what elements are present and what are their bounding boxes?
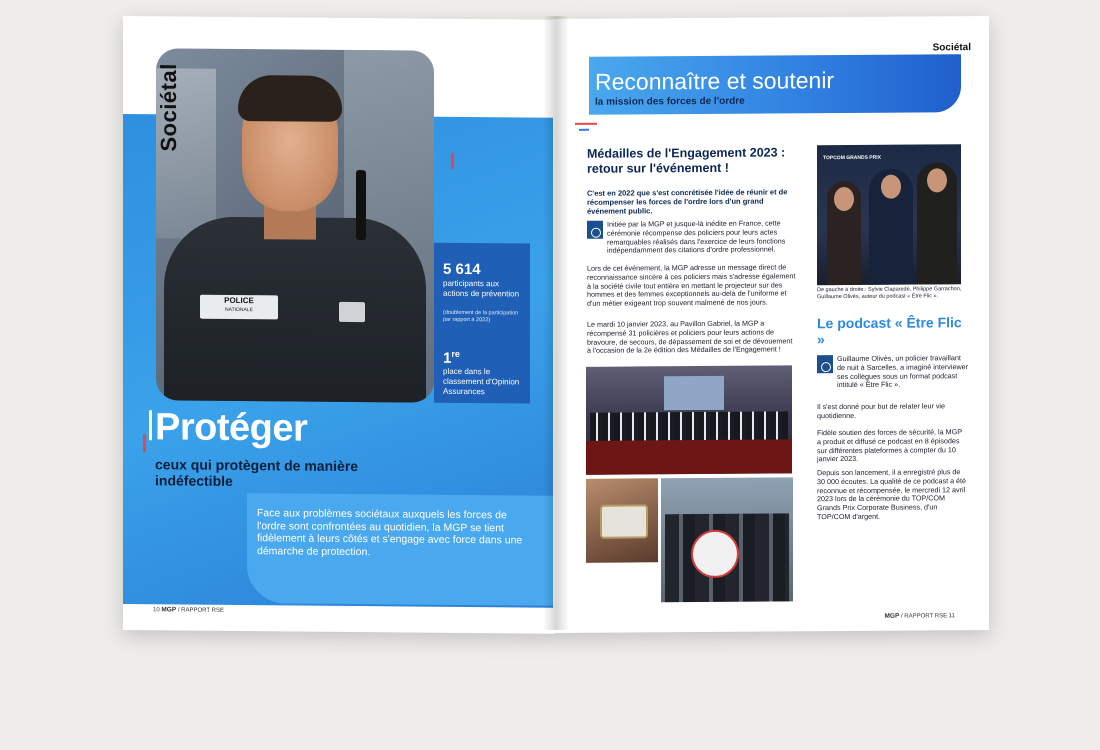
person-face [881,175,901,199]
sdg-16-icon [587,221,603,239]
folio-right [884,612,955,619]
folio-number: 11 [948,613,955,620]
stat-participants-subtext: (doublement de la participation par rapport à 2022) [443,309,519,324]
accent-line [575,123,597,125]
page-title: Protéger [155,406,308,450]
police-badge-main: POLICE [224,295,254,306]
accent-line [149,410,152,440]
article-title: Médailles de l'Engagement 2023 : retour sur l'événement ! [587,145,786,176]
folio-brand: MGP [884,612,900,620]
stat-ranking-value: 1 [443,349,452,367]
podcast-paragraph-2: Il s'est donné pour but de relater leur vie quotidienne. [817,401,946,420]
folio-doc: / RAPPORT RSE [900,613,948,620]
podcast-paragraph-4: Depuis son lancement, il a enregistré plus de 30 000 écoutes. La qualité de ce podcast a été reconnue et récompensée, le mercredi 12 avril 2023 lors de la cérémonie du TOP/COM Grands Prix Corporate Business, d'un TOP/COM d'argent. [817,467,967,522]
medal-photo [586,478,658,563]
folio-number: 10 [153,607,160,614]
stage-screen [664,376,724,410]
event-emblem [691,530,739,578]
article-paragraph-2: Lors de cet événement, la MGP adresse un message direct de reconnaissance sincère à ces policiers mais s'adresse également à la société civile tout entière en mettant le projecteur sur des hommes et des femmes exceptionnels au-delà de l'uniforme et d'un métier exigeant trop souvent malmené de nos jours. [587,262,796,308]
officer-hair [238,75,342,122]
stat-participants-number: 5 614 [443,260,481,279]
person-face [834,187,854,211]
page-subtitle: ceux qui protègent de manière indéfectible [155,456,359,489]
podcast-title: Le podcast « Être Flic » [817,314,962,348]
magazine-spread [123,16,989,630]
folio-brand: MGP [161,606,177,614]
person-face [927,168,947,192]
radio-antenna [356,170,366,240]
photo-caption: De gauche à droite : Sylvie Claparedé, Philippe Garrachon, Guillaume Olivès, auteur du podcast « Être Flic ». [817,286,962,301]
stat-ranking-number [443,349,460,367]
podcast-paragraph-1: Guillaume Olivès, un policier travaillant de nuit à Sarcelles, a imaginé interviewer ses collègues sous un format podcast intitulé « Être Flic ». [837,353,969,390]
article-paragraph-1: Initiée par la MGP et jusque-là inédite en France, cette cérémonie récompense des policiers pour leurs actes remarquables réalisés dans l'exercice de leurs fonctions indépendamment des citations d'ordre professionnel. [607,218,786,256]
article-paragraph-3: Le mardi 10 janvier 2023, au Pavillon Gabriel, la MGP a récompensé 31 policières et policiers pour leurs actions de bravoure, de secours, de dépassement de soi et de dévouement à l'occasion de la 2e édition des Médailles de l'Engagement ! [587,318,793,356]
police-officer-photo [156,48,434,402]
folio-left [153,606,224,614]
stage-floor [586,439,792,474]
section-label: Sociétal [932,42,971,54]
stat-participants-text: participants aux actions de prévention [443,278,520,299]
ceremony-group-photo [586,365,792,474]
folio-doc: / RAPPORT RSE [177,607,224,614]
section-label-vertical [153,50,183,170]
topcom-logo: TOPCOM GRANDS PRIX [823,154,881,162]
medal-plaque [600,504,648,538]
police-badge-sub: NATIONALE [225,306,253,314]
stat-ranking-ordinal: re [451,348,460,359]
podcast-paragraph-3: Fidèle soutien des forces de sécurité, la MGP a produit et diffusé ce podcast en 8 épisodes sur différentes plateformes à compter du 10 janvier 2023. [817,427,962,464]
accent-line [143,434,146,452]
left-page [123,16,555,634]
intro-paragraph: Face aux problèmes sociétaux auxquels les forces de l'ordre sont confrontées au quotidien, la MGP se tient fidèlement à leurs côtés et s'engage avec force dans une démarche de protection. [257,507,523,558]
police-badge [200,295,278,320]
vest-tab [339,302,365,322]
accent-line [451,153,454,169]
banner-subtitle: la mission des forces de l'ordre [595,95,745,108]
award-winners-photo [817,144,961,285]
banner-title: Reconnaître et soutenir [595,67,835,95]
sdg-17-icon [817,355,833,373]
stat-ranking-text: place dans le classement d'Opinion Assurances [443,366,520,397]
accent-line [579,129,589,131]
right-page [553,16,989,633]
officers-group-photo [661,477,793,602]
article-lead: C'est en 2022 que s'est concrétisée l'idée de réunir et de récompenser les forces de l'ordre lors d'un grand événement public. [587,187,788,216]
section-label-text: Sociétal [156,63,181,152]
